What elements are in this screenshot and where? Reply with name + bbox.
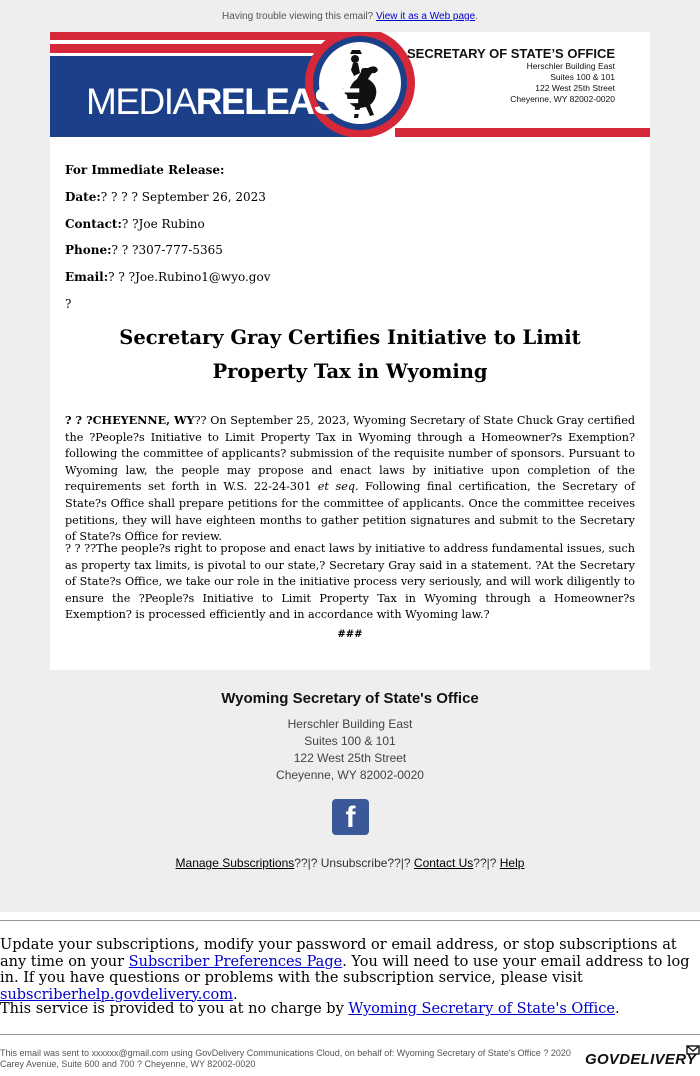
divider-bottom <box>0 1034 700 1035</box>
preheader: Having trouble viewing this email? View it as a Web page. <box>222 11 478 22</box>
paragraph-1: ? ? ?CHEYENNE, WY?? On September 25, 2023, Wyoming Secretary of State Chuck Gray certified the ?People?s Initiative to Limit Property Tax in Wyoming through a Homeowner?s Exemption? following the committee of applicants? submission of the requisite number of sponsors. Pursuant to Wyoming law, the people may propose and enact laws by initiative upon completion of the requirements set forth in W.S. 22-24-301 et seq. Following final certification, the Secretary of State?s Office shall prepare petitions for the committee of applicants. Once the committee receives petitions, they will have eighteen months to gather petition signatures and submit to the Secretary of State?s Office for review. <box>65 413 635 544</box>
footer-links: Manage Subscriptions??|? Unsubscribe??|? Contact Us??|? Help <box>175 856 525 870</box>
release-word: RELEASE <box>195 81 360 122</box>
facebook-icon[interactable]: f <box>332 799 369 835</box>
stray-character: ? <box>65 297 72 311</box>
immediate-release: For Immediate Release: <box>65 163 225 177</box>
sos-office-link[interactable]: Wyoming Secretary of State's Office <box>348 1001 615 1017</box>
divider <box>0 920 700 921</box>
media-release-wordmark <box>86 81 361 122</box>
media-word: MEDIA <box>86 81 196 122</box>
govdelivery-logo[interactable]: GOVDELIVERY <box>585 1051 697 1068</box>
envelope-icon <box>686 1044 700 1056</box>
release-phone: Phone:? ? ?307-777-5365 <box>65 243 223 257</box>
footer-address: Herschler Building East Suites 100 & 101 122 West 25th Street Cheyenne, WY 82002-0020 <box>276 717 424 782</box>
media-release-banner <box>50 32 650 137</box>
release-contact: Contact:? ?Joe Rubino <box>65 217 205 231</box>
release-email: Email:? ? ?Joe.Rubino1@wyo.gov <box>65 270 271 284</box>
help-link[interactable]: Help <box>499 856 525 870</box>
press-release-body <box>50 137 650 670</box>
subscriber-help-link[interactable]: subscriberhelp.govdelivery.com <box>0 986 233 1003</box>
release-date: Date:? ? ? ? September 26, 2023 <box>65 190 266 204</box>
manage-subscriptions-link[interactable]: Manage Subscriptions <box>175 856 295 870</box>
view-web-page-link[interactable]: View it as a Web page <box>376 11 476 22</box>
subscription-notice: Update your subscriptions, modify your password or email address, or stop subscriptions at any time on your Subscriber Preferences Page. You will need to use your email address to log in. If you have questions or problems with the subscription service, please visit subscriberhelp.govdelivery.com. <box>0 937 690 1003</box>
office-title: SECRETARY OF STATE’S OFFICE <box>406 46 615 61</box>
paragraph-2: ? ? ??The people?s right to propose and enact laws by initiative to address fundamental issues, such as property tax limits, is pivotal to our state,? Secretary Gray said in a statement. ?At the Secretary of State?s Office, we take our role in the initiative process very seriously, and will work diligently to ensure the ?People?s Initiative to Limit Property Tax in Wyoming through a Homeowner?s Exemption? is processed efficiently and in accordance with Wyoming law.? <box>65 542 635 622</box>
sent-to-notice: This email was sent to xxxxxx@gmail.com using GovDelivery Communications Cloud, on behalf of: Wyoming Secretary of State's Office ? 2020 Carey Avenue, Suite 600 and 700 ? Cheyenne, WY 82002-0020 <box>0 1048 571 1069</box>
end-mark: ### <box>337 629 363 640</box>
subscriber-preferences-link[interactable]: Subscriber Preferences Page <box>128 953 343 970</box>
release-headline: Secretary Gray Certifies Initiative to Limit Property Tax in Wyoming <box>119 326 581 383</box>
preheader-text: Having trouble viewing this email? <box>222 11 374 22</box>
office-address: Herschler Building East Suites 100 & 101 122 West 25th Street Cheyenne, WY 82002-0020 <box>510 61 615 104</box>
contact-us-link[interactable]: Contact Us <box>413 856 474 870</box>
footer-title: Wyoming Secretary of State's Office <box>221 690 479 707</box>
service-provided-note: This service is provided to you at no charge by Wyoming Secretary of State's Office. <box>0 1001 620 1017</box>
